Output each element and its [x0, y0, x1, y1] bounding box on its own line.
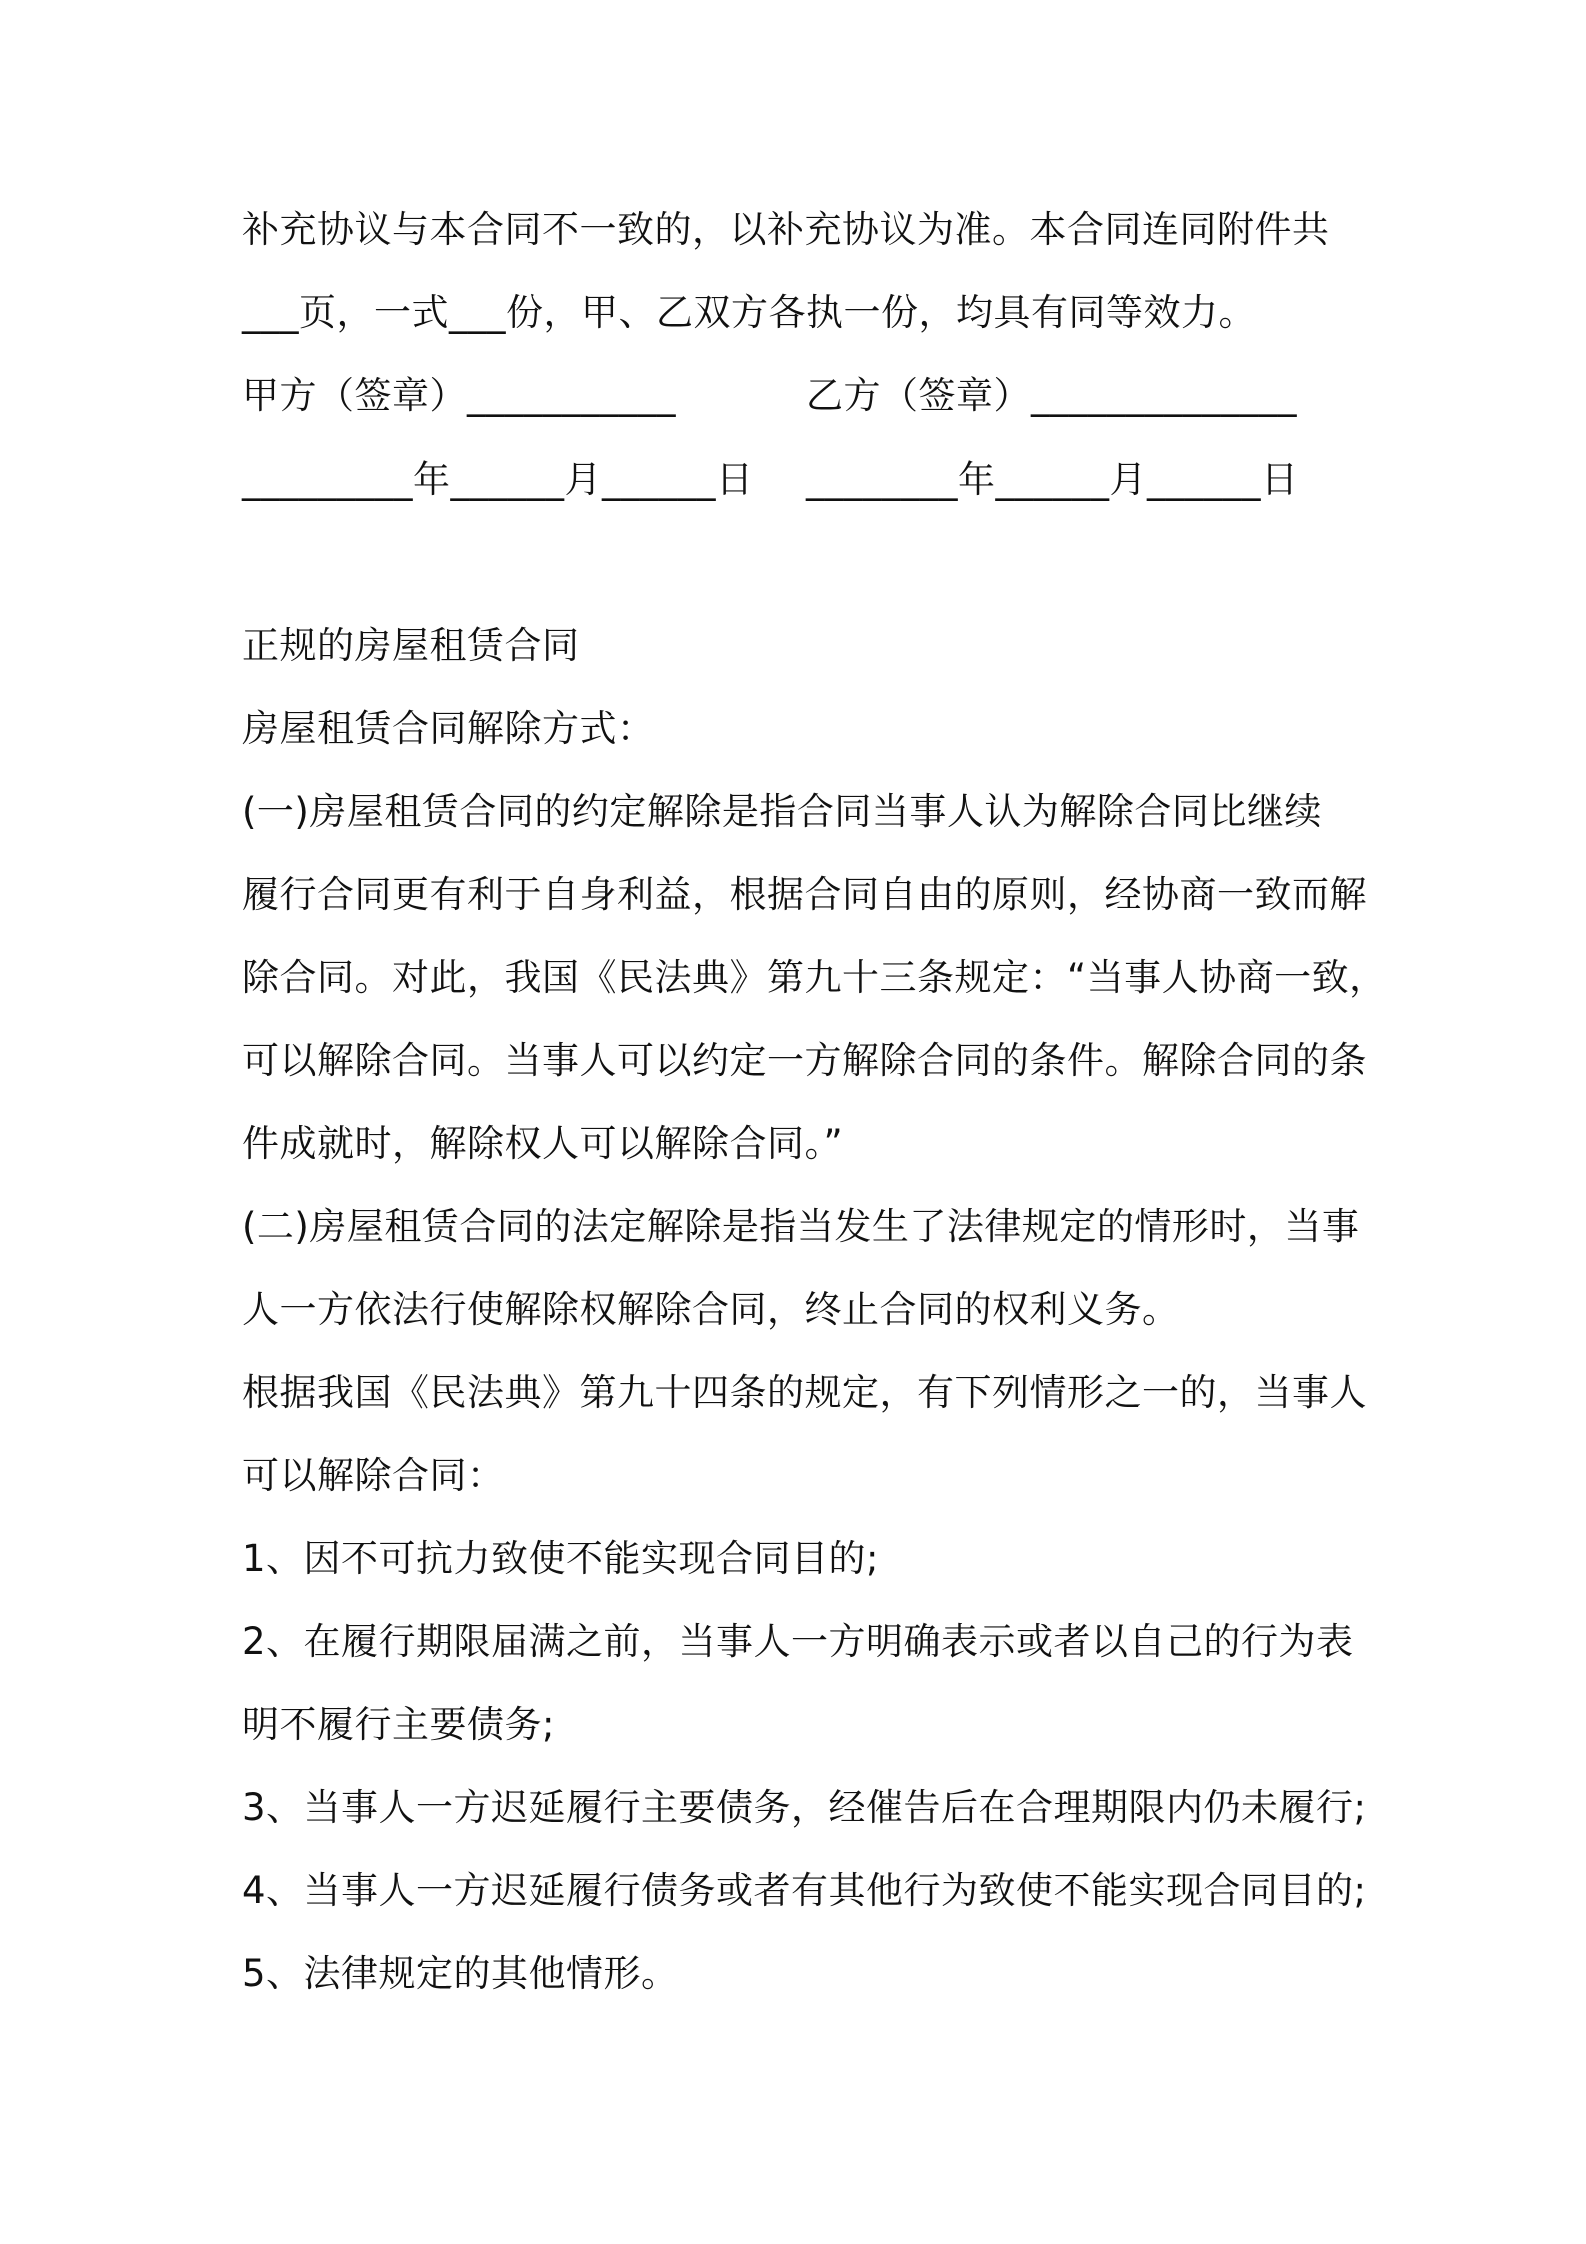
party-b-signature: 乙方（签章）______________ — [806, 374, 1297, 417]
text-line: (二)房屋租赁合同的法定解除是指当发生了法律规定的情形时，当事 — [242, 1205, 1360, 1248]
party-a-signature: 甲方（签章）___________ — [242, 374, 676, 417]
text-line: 房屋租赁合同解除方式： — [242, 707, 655, 750]
list-item-continued: 明不履行主要债务; — [242, 1703, 555, 1746]
text-line: 人一方依法行使解除权解除合同，终止合同的权利义务。 — [242, 1288, 1180, 1331]
text-line: ___页，一式___份，甲、乙双方各执一份，均具有同等效力。 — [242, 291, 1256, 334]
text-line: 履行合同更有利于自身利益，根据合同自由的原则，经协商一致而解 — [242, 873, 1367, 916]
text-line: 除合同。对此，我国《民法典》第九十三条规定：“当事人协商一致， — [242, 956, 1387, 999]
text-line: 可以解除合同。当事人可以约定一方解除合同的条件。解除合同的条 — [242, 1039, 1367, 1082]
party-b-date: ________年______月______日 — [806, 458, 1299, 501]
party-a-date: _________年______月______日 — [242, 458, 754, 501]
text-line: 根据我国《民法典》第九十四条的规定，有下列情形之一的，当事人 — [242, 1371, 1367, 1414]
list-item: 4、当事人一方迟延履行债务或者有其他行为致使不能实现合同目的; — [242, 1869, 1367, 1912]
list-item: 3、当事人一方迟延履行主要债务，经催告后在合理期限内仍未履行; — [242, 1786, 1367, 1829]
text-line: 件成就时，解除权人可以解除合同。” — [242, 1122, 844, 1165]
text-line: 补充协议与本合同不一致的，以补充协议为准。本合同连同附件共 — [242, 208, 1330, 251]
list-item: 1、因不可抗力致使不能实现合同目的; — [242, 1537, 880, 1580]
list-item: 2、在履行期限届满之前，当事人一方明确表示或者以自己的行为表 — [242, 1620, 1354, 1663]
section-title: 正规的房屋租赁合同 — [242, 624, 580, 667]
list-item: 5、法律规定的其他情形。 — [242, 1952, 679, 1995]
text-line: (一)房屋租赁合同的约定解除是指合同当事人认为解除合同比继续 — [242, 790, 1322, 833]
text-line: 可以解除合同： — [242, 1454, 505, 1497]
